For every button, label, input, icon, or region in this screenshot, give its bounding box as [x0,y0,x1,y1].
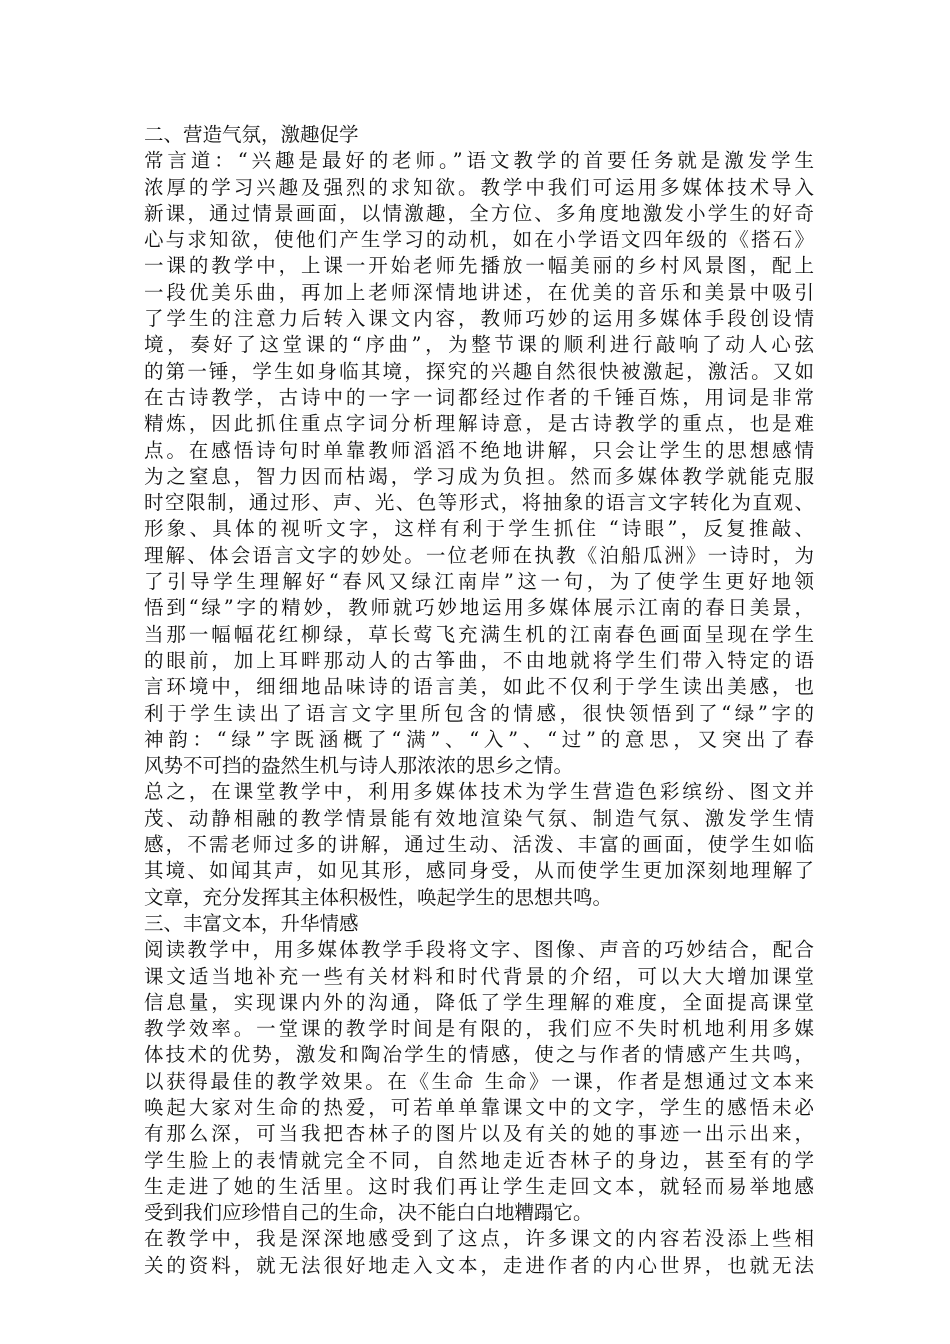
text-line: 浓厚的学习兴趣及强烈的求知欲。教学中我们可运用多媒体技术导入 [144,175,814,199]
text-line: 为之窒息，智力因而枯竭，学习成为负担。然而多媒体教学就能克服 [144,464,814,488]
text-line: 在教学中，我是深深地感受到了这点，许多课文的内容若没添上些相 [144,1227,814,1251]
text-line: 总之，在课堂教学中，利用多媒体技术为学生营造色彩缤纷、图文并 [144,780,814,804]
text-line: 理解、体会语言文字的妙处。一位老师在执教《泊船瓜洲》一诗时，为 [144,543,814,567]
text-line: 风势不可挡的盎然生机与诗人那浓浓的思乡之情。 [144,754,574,778]
text-line: 学生脸上的表情就完全不同，自然地走近杏林子的身边，甚至有的学 [144,1148,814,1172]
text-line: 境，奏好了这堂课的“序曲”，为整节课的顺利进行敲响了动人心弦 [144,333,814,357]
text-line: 言环境中，细细地品味诗的语言美，如此不仅利于学生读出美感，也 [144,675,814,699]
text-line: 在古诗教学，古诗中的一字一词都经过作者的千锤百炼，用词是非常 [144,385,814,409]
text-line: 的眼前，加上耳畔那动人的古筝曲，不由地就将学生们带入特定的语 [144,648,814,672]
text-line: 形象、具体的视听文字，这样有利于学生抓住 “诗眼”，反复推敲、 [144,517,814,541]
text-line: 当那一幅幅花红柳绿，草长莺飞充满生机的江南春色画面呈现在学生 [144,622,814,646]
text-line: 时空限制，通过形、声、光、色等形式，将抽象的语言文字转化为直观、 [144,491,814,515]
text-line: 了引导学生理解好“春风又绿江南岸”这一句，为了使学生更好地领 [144,570,814,594]
text-line: 教学效率。一堂课的教学时间是有限的，我们应不失时机地利用多媒 [144,1017,814,1041]
text-line: 体技术的优势，激发和陶冶学生的情感，使之与作者的情感产生共鸣， [144,1043,814,1067]
text-line: 文章，充分发挥其主体积极性，唤起学生的思想共鸣。 [144,885,613,909]
text-line: 生走进了她的生活里。这时我们再让学生走回文本，就轻而易举地感 [144,1174,814,1198]
text-line: 以获得最佳的教学效果。在《生命 生命》一课，作者是想通过文本来 [144,1069,814,1093]
text-line: 受到我们应珍惜自己的生命，决不能白白地糟蹋它。 [144,1201,593,1225]
text-line: 一课的教学中，上课一开始老师先播放一幅美丽的乡村风景图，配上 [144,254,814,278]
text-line: 有那么深，可当我把杏林子的图片以及有关的她的事迹一出示出来， [144,1122,814,1146]
section-heading: 三、丰富文本，升华情感 [144,911,359,935]
text-line: 的第一锤，学生如身临其境，探究的兴趣自然很快被激起，激活。又如 [144,359,814,383]
text-line: 神韵：“绿”字既涵概了“满”、“入”、“过”的意思，又突出了春 [144,727,814,751]
text-line: 新课，通过情景画面，以情激趣，全方位、多角度地激发小学生的好奇 [144,201,814,225]
text-line: 心与求知欲，使他们产生学习的动机，如在小学语文四年级的《搭石》 [144,228,814,252]
text-line: 悟到“绿”字的精妙，教师就巧妙地运用多媒体展示江南的春日美景， [144,596,814,620]
text-line: 茂、动静相融的教学情景能有效地渲染气氛、制造气氛、激发学生情 [144,806,814,830]
text-line: 精炼，因此抓住重点字词分析理解诗意，是古诗教学的重点，也是难 [144,412,814,436]
text-line: 信息量，实现课内外的沟通，降低了学生理解的难度，全面提高课堂 [144,990,814,1014]
section-heading: 二、营造气氛，激趣促学 [144,123,359,146]
text-line: 感，不需老师过多的讲解，通过生动、活泼、丰富的画面，使学生如临 [144,833,814,857]
text-line: 其境、如闻其声，如见其形，感同身受，从而使学生更加深刻地理解了 [144,859,814,883]
text-line: 利于学生读出了语言文字里所包含的情感，很快领悟到了“绿”字的 [144,701,814,725]
text-line: 常言道：“兴趣是最好的老师。”语文教学的首要任务就是激发学生 [144,149,814,173]
text-line: 一段优美乐曲，再加上老师深情地讲述，在优美的音乐和美景中吸引 [144,280,814,304]
document-body [144,122,814,1279]
text-line: 阅读教学中，用多媒体教学手段将文字、图像、声音的巧妙结合，配合 [144,938,814,962]
text-line: 了学生的注意力后转入课文内容，教师巧妙的运用多媒体手段创设情 [144,307,814,331]
text-line: 课文适当地补充一些有关材料和时代背景的介绍，可以大大增加课堂 [144,964,814,988]
text-line: 唤起大家对生命的热爱，可若单单靠课文中的文字，学生的感悟未必 [144,1095,814,1119]
text-line: 关的资料，就无法很好地走入文本，走进作者的内心世界，也就无法 [144,1253,814,1277]
text-line: 点。在感悟诗句时单靠教师滔滔不绝地讲解，只会让学生的思想感情 [144,438,814,462]
